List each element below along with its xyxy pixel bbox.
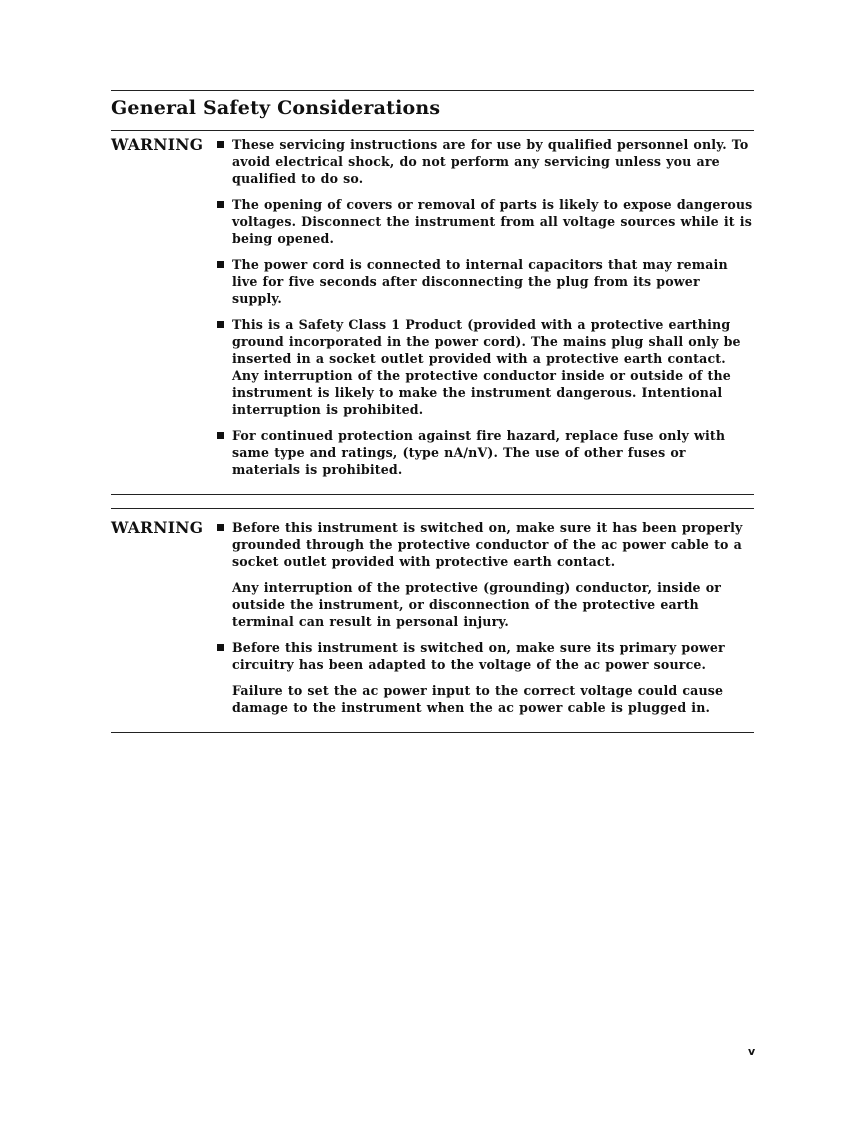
list-item-text: The power cord is connected to internal capacitors that may remain live for five seconds after disconnecting the plug from its power supply.: [232, 257, 728, 306]
blank-bullet: [217, 579, 232, 630]
square-bullet-icon: [217, 519, 232, 570]
top-rule: [111, 90, 754, 91]
list-item: [217, 256, 754, 307]
list-item-text: The opening of covers or removal of parts is likely to expose dangerous voltages. Disconnect the instrument from all voltage sources while it is being opened.: [232, 197, 753, 246]
list-item-continuation: [217, 682, 754, 716]
list-item: [217, 639, 754, 673]
square-bullet-icon: [217, 639, 232, 673]
list-item-text: Failure to set the ac power input to the correct voltage could cause damage to the instrument when the ac power cable is plugged in.: [232, 683, 724, 715]
square-bullet-icon: [217, 316, 232, 418]
warning-section-2: [111, 519, 754, 732]
section-rule: [111, 508, 754, 509]
list-item: [217, 316, 754, 418]
document-page: [111, 90, 754, 733]
list-item-text: This is a Safety Class 1 Product (provided with a protective earthing ground incorporated in the power cord). The mains plug shall only be inserted in a socket outlet provided with a protective earth contact. Any interruption of the protective conductor inside or outside of the instrument is likely to make the instrument dangerous. Intentional interruption is prohibited.: [232, 317, 741, 417]
list-item-text: Before this instrument is switched on, make sure it has been properly grounded through the protective conductor of the ac power cable to a socket outlet provided with protective earth contact.: [232, 520, 743, 569]
list-item: [217, 196, 754, 247]
page-number: v: [748, 1045, 756, 1058]
list-item-continuation: [217, 579, 754, 630]
blank-bullet: [217, 682, 232, 716]
square-bullet-icon: [217, 256, 232, 307]
square-bullet-icon: [217, 136, 232, 187]
list-item-text: Any interruption of the protective (grounding) conductor, inside or outside the instrument, or disconnection of the protective earth terminal can result in personal injury.: [232, 580, 722, 629]
list-item: [217, 427, 754, 478]
list-item-text: For continued protection against fire hazard, replace fuse only with same type and ratings, (type nA/nV). The use of other fuses or materials is prohibited.: [232, 428, 726, 477]
bottom-rule: [111, 732, 754, 733]
warning-list: [217, 136, 754, 487]
square-bullet-icon: [217, 427, 232, 478]
page-title: General Safety Considerations: [111, 97, 441, 119]
list-item-text: Before this instrument is switched on, make sure its primary power circuitry has been adapted to the voltage of the ac power source.: [232, 640, 725, 672]
rule-gap: [111, 495, 754, 508]
title-rule: [111, 130, 754, 131]
list-item: [217, 136, 754, 187]
warning-label: WARNING: [111, 518, 204, 537]
warning-section-1: [111, 136, 754, 494]
square-bullet-icon: [217, 196, 232, 247]
warning-list: [217, 519, 754, 725]
list-item-text: These servicing instructions are for use by qualified personnel only. To avoid electrical shock, do not perform any servicing unless you are qualified to do so.: [232, 137, 749, 186]
list-item: [217, 519, 754, 570]
warning-label: WARNING: [111, 135, 204, 154]
